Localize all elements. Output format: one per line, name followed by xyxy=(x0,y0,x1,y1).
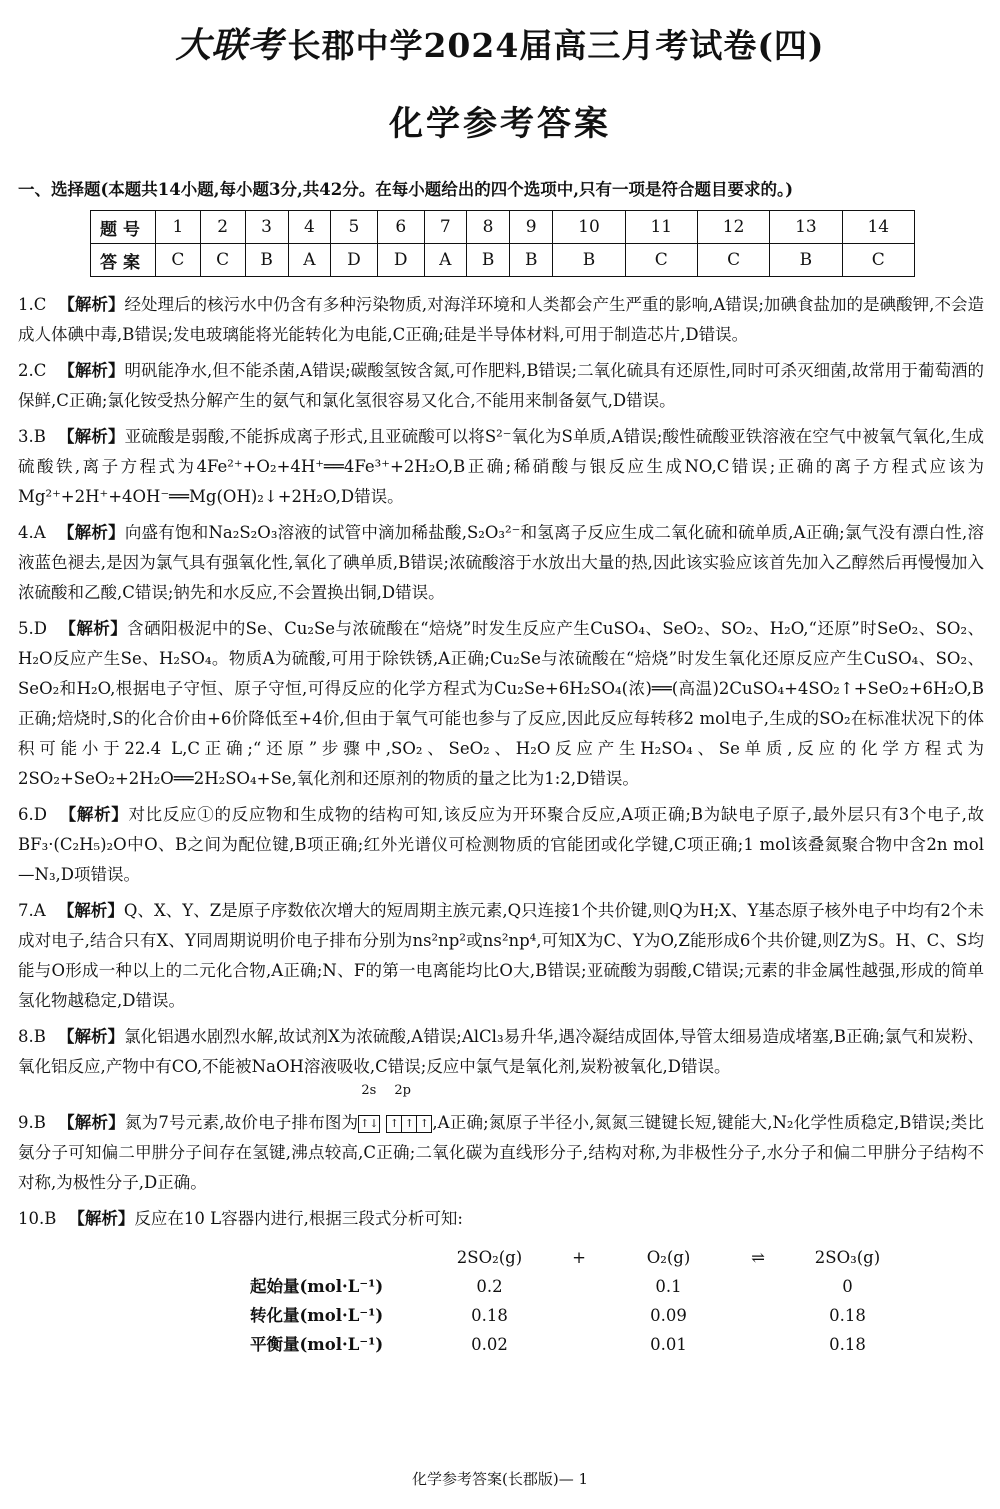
explanation-item xyxy=(18,1022,984,1082)
item-number: 6.D xyxy=(18,805,47,824)
analysis-tag: 【解析】 xyxy=(57,901,124,920)
item-text: 亚硫酸是弱酸,不能拆成离子形式,且亚硫酸可以将S²⁻氧化为S单质,A错误;酸性硫酸亚铁溶液在空气中被氧气氧化,生成硫酸铁,离子方程式为4Fe²⁺+O₂+4H⁺══4Fe³⁺+2H₂O,B正确;稀硝酸与银反应生成NO,C错误;正确的离子方程式应该为Mg²⁺+2H⁺+4OH⁻══Mg(OH)₂↓+2H₂O,D错误。 xyxy=(18,427,985,506)
item-text: 明矾能净水,但不能杀菌,A错误;碳酸氢铵含氮,可作肥料,B错误;二氧化硫具有还原性,同时可杀灭细菌,故常用于葡萄酒的保鲜,C正确;氯化铵受热分解产生的氨气和氯化氢很容易又化合,不能用来制备氨气,D错误。 xyxy=(18,361,984,410)
item-number: 9.B xyxy=(18,1113,46,1132)
explanation-item xyxy=(18,896,984,1016)
table-cell: C xyxy=(200,244,245,277)
orbital-box-2p: ↑ xyxy=(386,1115,402,1133)
table-cell: 13 xyxy=(770,211,842,244)
three-stage-table xyxy=(248,1242,917,1360)
equation-row xyxy=(250,1244,915,1271)
table-cell: B xyxy=(553,244,625,277)
table-cell: 1 xyxy=(156,211,201,244)
table-cell: C xyxy=(697,244,769,277)
answer-table-number-row xyxy=(91,211,915,244)
page-subtitle: 化学参考答案 xyxy=(389,104,611,144)
table-cell: 10 xyxy=(553,211,625,244)
table-cell: 0.18 xyxy=(471,1306,508,1325)
analysis-tag: 【解析】 xyxy=(68,1209,135,1228)
explanation-item xyxy=(18,518,984,608)
table-cell: A xyxy=(424,244,466,277)
explanation-item xyxy=(18,1083,984,1198)
analysis-tag: 【解析】 xyxy=(57,523,125,542)
exam-title: 长郡中学2024届高三月考试卷(四) xyxy=(287,26,825,65)
analysis-tag: 【解析】 xyxy=(58,295,125,314)
table-cell: 0.02 xyxy=(471,1335,508,1354)
table-cell: B xyxy=(770,244,842,277)
table-cell: 0.18 xyxy=(829,1335,866,1354)
row-label: 题号 xyxy=(91,211,156,244)
explanation-item xyxy=(18,356,984,416)
table-cell: 0.09 xyxy=(650,1306,687,1325)
explanation-item xyxy=(18,614,984,794)
item-text: 氮为7号元素,故价电子排布图为 xyxy=(124,1113,359,1132)
equation-term: 2SO₃(g) xyxy=(814,1248,881,1267)
table-cell: 14 xyxy=(842,211,914,244)
item-text: Q、X、Y、Z是原子序数依次增大的短周期主族元素,Q只连接1个共价键,则Q为H;X、Y基态原子核外电子中均有2个未成对电子,结合只有X、Y同周期说明价电子排布分别为ns²np²或ns²np⁴,可知X为C、Y为O,Z能形成6个共价键,则Z为S。H、C、S均能与O形成一种以上的二元化合物,A正确;N、F的第一电离能均比O大,B错误;亚硫酸为弱酸,C错误;元素的非金属性越强,形成的简单氢化物越稳定,D错误。 xyxy=(18,901,985,1010)
equation-term: 2SO₂(g) xyxy=(456,1248,523,1267)
table-row xyxy=(250,1331,915,1358)
table-cell: 8 xyxy=(467,211,510,244)
table-row xyxy=(250,1302,915,1329)
row-label: 平衡量(mol·L⁻¹) xyxy=(250,1335,384,1354)
orbital-box-2p: ↑ xyxy=(417,1115,432,1133)
item-text: 氯化铝遇水剧烈水解,故试剂X为浓硫酸,A错误;AlCl₃易升华,遇冷凝结成固体,导管太细易造成堵塞,B正确;氯气和炭粉、氧化铝反应,产物中有CO,不能被NaOH溶液吸收,C错误;反应中氯气是氧化剂,炭粉被氧化,D错误。 xyxy=(18,1027,985,1076)
orbital-box-2s: ↑↓ xyxy=(358,1115,380,1133)
table-cell: 0 xyxy=(842,1277,853,1296)
item-number: 1.C xyxy=(18,295,47,314)
table-cell: C xyxy=(842,244,914,277)
table-cell: 0.18 xyxy=(829,1306,866,1325)
table-cell: 9 xyxy=(510,211,553,244)
explanation-item xyxy=(18,422,984,512)
orbital-diagram xyxy=(358,1083,432,1138)
table-cell: 6 xyxy=(377,211,424,244)
equilibrium-arrow: ⇌ xyxy=(751,1248,765,1267)
brand-logo: 大联考 xyxy=(175,25,284,66)
table-cell: 4 xyxy=(288,211,330,244)
explanations xyxy=(18,290,984,1360)
item-text: 反应在10 L容器内进行,根据三段式分析可知: xyxy=(134,1209,463,1228)
table-cell: 11 xyxy=(625,211,697,244)
table-cell: C xyxy=(625,244,697,277)
table-cell: 12 xyxy=(697,211,769,244)
table-cell: A xyxy=(288,244,330,277)
item-number: 8.B xyxy=(18,1027,46,1046)
page-footer: 化学参考答案(长郡版)— 1 xyxy=(411,1470,589,1488)
table-cell: C xyxy=(156,244,201,277)
table-cell: B xyxy=(467,244,510,277)
item-number: 10.B xyxy=(18,1209,57,1228)
table-cell: 0.2 xyxy=(476,1277,503,1296)
table-cell: 0.1 xyxy=(655,1277,682,1296)
table-cell: 7 xyxy=(424,211,466,244)
analysis-tag: 【解析】 xyxy=(57,1027,125,1046)
exam-header xyxy=(0,18,1000,68)
item-number: 4.A xyxy=(18,523,46,542)
explanation-item xyxy=(18,800,984,890)
table-cell: 5 xyxy=(331,211,378,244)
row-label: 转化量(mol·L⁻¹) xyxy=(250,1306,384,1325)
analysis-tag: 【解析】 xyxy=(58,361,125,380)
analysis-tag: 【解析】 xyxy=(58,619,128,638)
row-label: 答案 xyxy=(91,244,156,277)
equation-term: O₂(g) xyxy=(646,1248,691,1267)
answer-table-answer-row xyxy=(91,244,915,277)
item-number: 7.A xyxy=(18,901,46,920)
item-number: 5.D xyxy=(18,619,47,638)
item-text: 经处理后的核污水中仍含有多种污染物质,对海洋环境和人类都会产生严重的影响,A错误;加碘食盐加的是碘酸钾,不会造成人体碘中毒,B错误;发电玻璃能将光能转化为电能,C正确;硅是半导体材料,可用于制造芯片,D错误。 xyxy=(18,295,984,344)
item-text: 向盛有饱和Na₂S₂O₃溶液的试管中滴加稀盐酸,S₂O₃²⁻和氢离子反应生成二氧化硫和硫单质,A正确;氯气没有漂白性,溶液蓝色褪去,是因为氯气具有强氧化性,氧化了碘单质,B错误;浓硫酸溶于水放出大量的热,因此该实验应该首先加入乙醇然后再慢慢加入浓硫酸和乙酸,C错误;钠先和水反应,不会置换出铜,D错误。 xyxy=(18,523,984,602)
orbital-label-2p: 2p xyxy=(394,1083,411,1098)
item-text: 对比反应①的反应物和生成物的结构可知,该反应为开环聚合反应,A项正确;B为缺电子原子,最外层只有3个电子,故BF₃·(C₂H₅)₂O中O、B之间为配位键,B项正确;红外光谱仪可检测物质的官能团或化学键,C项正确;1 mol该叠氮聚合物中含2n mol —N₃,D项错误。 xyxy=(18,805,985,884)
explanation-item xyxy=(18,1204,984,1234)
analysis-tag: 【解析】 xyxy=(57,427,125,446)
table-cell: D xyxy=(377,244,424,277)
analysis-tag: 【解析】 xyxy=(57,1113,125,1132)
section-title: 一、选择题(本题共14小题,每小题3分,共42分。在每小题给出的四个选项中,只有一项是符合题目要求的。) xyxy=(18,180,794,199)
analysis-tag: 【解析】 xyxy=(58,805,129,824)
row-label: 起始量(mol·L⁻¹) xyxy=(250,1277,384,1296)
table-cell: 2 xyxy=(200,211,245,244)
answer-table xyxy=(90,210,915,277)
table-cell: B xyxy=(245,244,288,277)
explanation-item xyxy=(18,290,984,350)
item-text: 含硒阳极泥中的Se、Cu₂Se与浓硫酸在“焙烧”时发生反应产生CuSO₄、SeO₂、SO₂、H₂O,“还原”时SeO₂、SO₂、H₂O反应产生Se、H₂SO₄。物质A为硫酸,可用于除铁锈,A正确;Cu₂Se与浓硫酸在“焙烧”时发生氧化还原反应产生CuSO₄、SO₂、SeO₂和H₂O,根据电子守恒、原子守恒,可得反应的化学方程式为Cu₂Se+6H₂SO₄(浓)══(高温)2CuSO₄+4SO₂↑+SeO₂+6H₂O,B正确;焙烧时,S的化合价由+6价降低至+4价,但由于氧气可能也参与了反应,因此反应每转移2 mol电子,生成的SO₂在标准状况下的体积可能小于22.4 L,C正确;“还原”步骤中,SO₂、SeO₂、H₂O反应产生H₂SO₄、Se单质,反应的化学方程式为2SO₂+SeO₂+2H₂O══2H₂SO₄+Se,氧化剂和还原剂的物质的量之比为1:2,D错误。 xyxy=(18,619,985,788)
item-number: 2.C xyxy=(18,361,47,380)
table-cell: 3 xyxy=(245,211,288,244)
orbital-box-2p: ↑ xyxy=(402,1115,417,1133)
table-cell: B xyxy=(510,244,553,277)
orbital-label-2s: 2s xyxy=(361,1083,377,1098)
table-cell: 0.01 xyxy=(650,1335,687,1354)
table-cell: D xyxy=(331,244,378,277)
item-number: 3.B xyxy=(18,427,46,446)
equation-term: + xyxy=(572,1248,586,1267)
table-row xyxy=(250,1273,915,1300)
item-text: ,A正确;氮原子半径小,氮氮三键键长短,键能大,N₂化学性质稳定,B错误;类比氨分子可知偏二甲肼分子间存在氢键,沸点较高,C正确;二氧化碳为直线形分子,结构对称,为非极性分子,水分子和偏二甲肼分子结构不对称,为极性分子,D正确。 xyxy=(18,1113,984,1192)
